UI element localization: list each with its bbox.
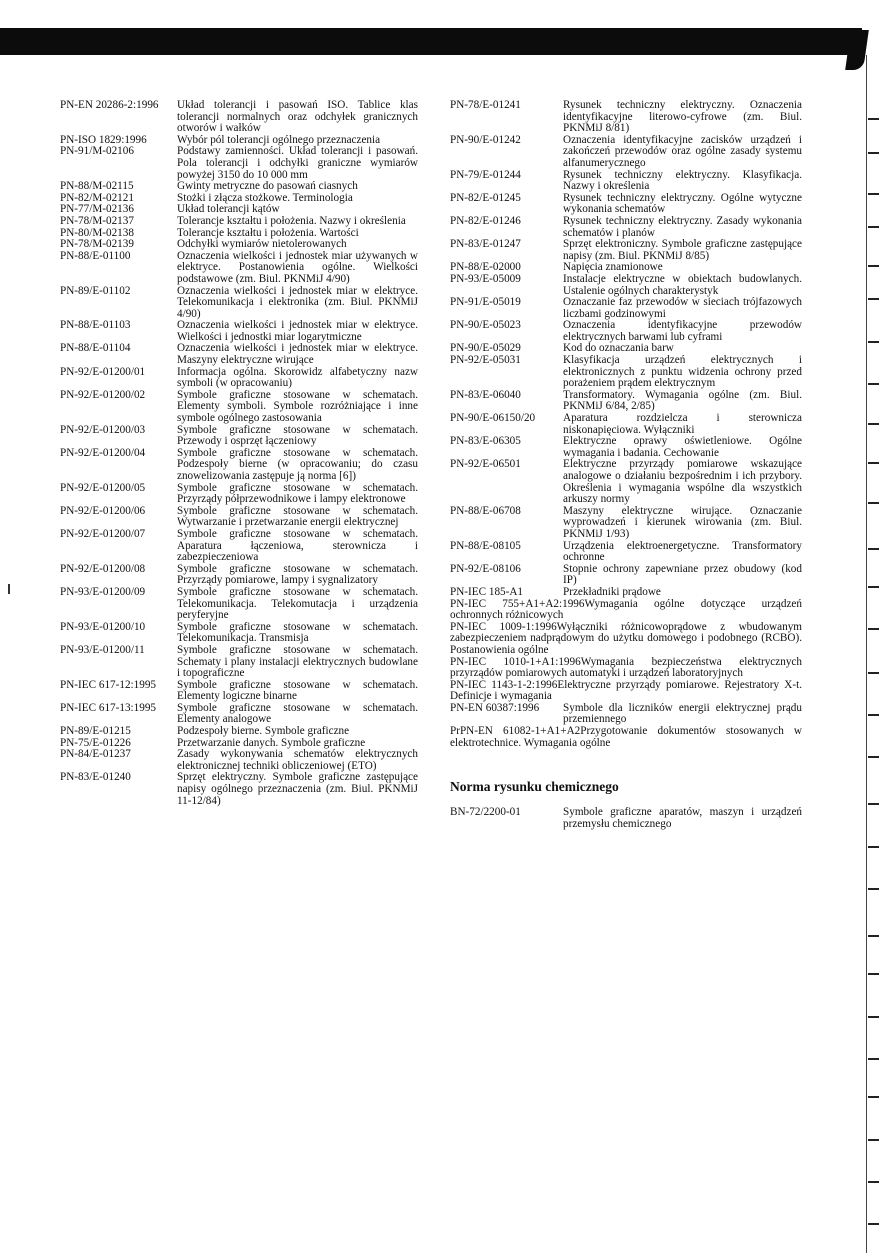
standard-entry [60,239,418,251]
edge-tick [868,1058,879,1060]
standard-title: Klasyfikacja urządzeń elektrycznych i elektronicznych z punktu widzenia ochrony przed porażeniem prądem elektrycznym [563,354,802,390]
standard-entry [60,622,418,645]
standard-title: Rysunek techniczny elektryczny. Klasyfikacja. Nazwy i określenia [563,168,802,193]
standard-title: Transformatory. Wymagania ogólne (zm. Biul. PKNMiJ 6/84, 2/85) [563,388,802,413]
standard-code: PN-ISO 1829:1996 [60,133,147,146]
standard-code: PN-IEC 1009-1:1996 [450,620,557,633]
standard-title: Stopnie ochrony zapewniane przez obudowy (kod IP) [563,562,802,587]
standard-title: Układ tolerancji i pasowań ISO. Tablice klas tolerancji normalnych oraz odchyłek granicznych otworów i wałków [177,99,418,135]
standard-code: PN-82/E-01246 [450,214,521,227]
standard-entry [60,726,418,738]
edge-tick [868,846,879,848]
left-column [60,100,418,807]
standard-code: PN-92/E-01200/04 [60,446,146,459]
standard-code: PN-90/E-05023 [450,319,521,332]
edge-tick [868,973,879,975]
standard-entry [60,645,418,680]
standard-entry [60,772,418,807]
page-right-edge [866,55,867,1253]
standard-title: Symbole graficzne stosowane w schematach. Przyrządy pomiarowe, lampy i sygnalizatory [177,562,418,587]
standard-entry [60,749,418,772]
standard-title: Oznaczenia wielkości i jednostek miar używanych w elektryce. Postanowienia ogólne. Wielkości podstawowe (zm. Biul. PKNMiJ 4/90) [177,249,418,285]
edge-tick [868,383,879,385]
right-column [450,100,802,830]
standard-entry [450,506,802,541]
standard-title: Symbole graficzne stosowane w schematach. Telekomunikacja. Transmisja [177,620,418,645]
standard-entry [450,657,802,680]
standard-title: Podzespoły bierne. Symbole graficzne [177,725,350,738]
standard-code: PN-82/E-01245 [450,191,521,204]
standard-code: PN-88/E-01100 [60,249,131,262]
standard-code: PN-IEC 617-12:1995 [60,678,157,691]
standard-entry [450,807,802,830]
standard-code: PN-93/E-01200/11 [60,643,145,656]
edge-tick [868,423,879,425]
edge-tick [868,803,879,805]
standard-code: PN-84/E-01237 [60,748,131,761]
standard-title: Zasady wykonywania schematów elektrycznych elektronicznej techniki obliczeniowej (ETO) [177,748,418,772]
edge-tick [868,888,879,890]
standard-title: Symbole graficzne stosowane w schematach. Elementy symboli. Symbole rozróżniające i inne symbole ogólnego zastosowania [177,388,418,425]
edge-tick [868,1096,879,1098]
standard-title: Oznaczanie faz przewodów w sieciach trójfazowych liczbami godzinowymi [563,296,802,320]
edge-tick [868,265,879,267]
standard-code: PN-92/E-01200/07 [60,527,146,540]
standard-code: PN-90/E-06150/20 [450,412,536,425]
standard-title: Oznaczenia identyfikacyjne przewodów elektrycznych barwami lub cyframi [563,319,802,343]
standard-entry [450,274,802,297]
edge-tick [868,118,879,120]
edge-tick [868,462,879,464]
edge-tick [868,341,879,343]
standard-title: Elektryczne przyrządy pomiarowe wskazujące analogowe o działaniu bezpośrednim i ich przybory. Określenia i wymagania wspólne dla wszystkich arkuszy normy [563,458,802,506]
standard-title: Oznaczenia wielkości i jednostek miar w elektryce. Telekomunikacja i elektronika (zm. Biul. PKNMiJ 4/90) [177,284,418,320]
standard-entry [450,355,802,390]
standard-title: Symbole graficzne stosowane w schematach. Elementy logiczne binarne [177,678,418,703]
standard-entry [60,680,418,703]
standard-code: PN-91/E-05019 [450,296,521,309]
standard-code: PN-77/M-02136 [60,203,134,216]
standard-title: Sprzęt elektroniczny. Symbole graficzne zastępujące napisy (zm. Biul. PKNMiJ 8/85) [563,238,802,262]
standard-code: PN-IEC 1010-1+A1:1996 [450,655,581,668]
edge-tick [868,628,879,630]
standard-title: Gwinty metryczne do pasowań ciasnych [177,180,358,193]
standard-title: Napięcia znamionowe [563,261,663,274]
edge-tick [868,1016,879,1018]
standard-title: Podstawy zamienności. Układ tolerancji i pasowań. Pola tolerancji i odchyłki graniczne wymiarów powyżej 3150 do 10 000 mm [177,145,418,181]
top-black-band [0,28,862,55]
standard-code: PN-IEC 755+A1+A2:1996 [450,597,585,610]
edge-tick [868,548,879,550]
standard-entry [60,564,418,587]
standard-code: PN-82/M-02121 [60,191,134,204]
standard-code: PN-91/M-02106 [60,145,134,158]
standard-title: Wymagania bezpieczeństwa elektrycznych przyrządów pomiarowych automatyki i urządzeń laboratoryjnych [450,655,802,680]
standard-entry [450,216,802,239]
standard-entry [450,680,802,703]
standard-title: Oznaczenia wielkości i jednostek miar w elektryce. Wielkości i jednostki miar logarytmiczne [177,319,418,343]
standard-code: PN-88/E-01103 [60,319,131,332]
standard-entry [60,587,418,622]
standard-entry [450,541,802,564]
standard-title: Sprzęt elektryczny. Symbole graficzne zastępujące napisy ogólnego przeznaczenia (zm. Biul. PKNMiJ 11-12/84) [177,771,418,807]
standard-entry [450,320,802,343]
standard-code: BN-72/2200-01 [450,806,521,819]
standard-code: PN-93/E-01200/10 [60,620,146,633]
standard-title: Wybór pól tolerancji ogólnego przeznaczenia [177,133,381,146]
standard-title: Symbole dla liczników energii elektrycznej prądu przemiennego [563,701,802,726]
standard-code: PN-88/E-02000 [450,261,521,274]
standard-entry [450,297,802,320]
standard-entry [60,483,418,506]
standard-title: Symbole graficzne stosowane w schematach. Telekomunikacja. Telekomutacja i urządzenia peryferyjne [177,585,418,622]
standard-code: PN-92/E-08106 [450,562,521,575]
standard-code: PN-93/E-05009 [450,272,521,285]
standard-title: Stożki i złącza stożkowe. Terminologia [177,191,353,204]
edge-tick [868,193,879,195]
standard-code: PN-88/E-08105 [450,539,521,552]
edge-tick [868,935,879,937]
standard-code: PN-IEC 185-A1 [450,585,524,598]
standard-title: Przygotowanie dokumentów stosowanych w elektrotechnice. Wymagania ogólne [450,725,803,749]
standard-title: Elektryczne przyrządy pomiarowe. Rejestratory X-t. Definicje i wymagania [450,678,802,703]
standard-title: Symbole graficzne stosowane w schematach. Aparatura łączeniowa, sterownicza i zabezpieczeniowa [177,527,418,564]
standard-entry [60,448,418,483]
standard-entry [60,529,418,564]
standard-entry [450,599,802,622]
standard-code: PN-88/M-02115 [60,180,134,193]
standard-code: PN-80/M-02138 [60,226,134,239]
standard-title: Odchyłki wymiarów nietolerowanych [177,238,347,251]
standard-code: PN-92/E-01200/08 [60,562,146,575]
standard-title: Rysunek techniczny elektryczny. Oznaczenia identyfikacyjne literowo-cyfrowe (zm. Biul. PKNMiJ 8/81) [563,99,802,135]
standard-title: Przekładniki prądowe [563,585,661,598]
standard-code: PN-83/E-01240 [60,771,131,784]
standard-title: Wyłączniki różnicowoprądowe z wbudowanym zabezpieczeniem nadprądowym do użytku domowego i podobnego (RCBO). Postanowienia ogólne [450,620,802,656]
standard-code: PN-78/M-02139 [60,238,134,251]
right-entry-list [450,100,802,749]
standard-code: PN-92/E-01200/02 [60,388,146,401]
standard-title: Rysunek techniczny elektryczny. Ogólne wytyczne wykonania schematów [563,191,802,216]
standard-title: Symbole graficzne stosowane w schematach. Elementy analogowe [177,701,418,726]
edge-tick [868,226,879,228]
standard-entry [60,216,418,228]
standard-code: PN-90/E-01242 [450,133,521,146]
standard-title: Rysunek techniczny elektryczny. Zasady wykonania schematów i planów [563,214,802,239]
standard-entry [60,286,418,321]
standard-entry [450,564,802,587]
standard-entry [450,239,802,262]
standard-title: Symbole graficzne stosowane w schematach. Przewody i osprzęt łączeniowy [177,423,418,448]
standard-entry [450,193,802,216]
standard-entry [450,459,802,505]
standard-code: PN-92/E-01200/01 [60,365,146,378]
standard-title: Symbole graficzne stosowane w schematach. Podzespoły bierne (w opracowaniu; do czasu znowelizowania zastępuje ją norma [6]) [177,446,418,482]
standard-entry [60,703,418,726]
standard-title: Układ tolerancji kątów [177,203,280,216]
edge-tick [868,756,879,758]
standard-code: PN-IEC 1143-1-2:1996 [450,678,558,691]
standard-code: PN-78/M-02137 [60,214,134,227]
standard-title: Tolerancje kształtu i położenia. Wartości [177,226,359,239]
standard-title: Urządzenia elektroenergetyczne. Transformatory ochronne [563,539,802,564]
standard-code: PN-75/E-01226 [60,736,131,749]
standard-entry [450,436,802,459]
standard-title: Oznaczenia wielkości i jednostek miar w elektryce. Maszyny elektryczne wirujące [177,342,418,367]
standard-code: PN-83/E-06305 [450,435,521,448]
standard-entry [60,146,418,181]
standard-code: PN-89/E-01215 [60,725,131,738]
edge-tick [868,1223,879,1225]
edge-tick [868,298,879,300]
standard-entry [60,251,418,286]
standard-entry [60,390,418,425]
standard-code: PrPN-EN 61082-1+A1+A2 [450,725,581,738]
standard-entry [60,343,418,366]
standard-code: PN-IEC 617-13:1995 [60,701,157,714]
standard-code: PN-90/E-05029 [450,342,521,355]
margin-mark [8,584,10,594]
edge-tick [868,586,879,588]
standard-code: PN-89/E-01102 [60,284,131,297]
standard-title: Informacja ogólna. Skorowidz alfabetyczny nazw symboli (w opracowaniu) [177,365,418,390]
standard-title: Aparatura rozdzielcza i sterownicza niskonapięciowa. Wyłączniki [563,412,802,436]
edge-tick [868,714,879,716]
standard-title: Instalacje elektryczne w obiektach budowlanych. Ustalenie ogólnych charakterystyk [563,272,802,297]
standard-code: PN-83/E-06040 [450,388,521,401]
standard-code: PN-88/E-01104 [60,342,131,355]
standard-code: PN-83/E-01247 [450,238,521,251]
standard-code: PN-92/E-05031 [450,354,521,367]
standard-title: Maszyny elektryczne wirujące. Oznaczanie wyprowadzeń i kierunek wirowania (zm. Biul. PKNMiJ 1/93) [563,504,802,540]
standard-entry [450,100,802,135]
standard-entry [60,320,418,343]
edge-tick [868,1139,879,1141]
section-entry-list [450,807,802,830]
section-title: Norma rysunku chemicznego [450,779,619,795]
standard-entry [60,100,418,135]
standard-code: PN-EN 60387:1996 [450,701,540,714]
standard-code: PN-92/E-01200/03 [60,423,146,436]
standard-title: Kod do oznaczania barw [563,342,674,355]
standard-entry [450,390,802,413]
standard-entry [60,181,418,193]
standard-code: PN-EN 20286-2:1996 [60,99,159,111]
standard-title: Oznaczenia identyfikacyjne zacisków urządzeń i zakończeń przewodów oraz ogólne zasady systemu alfanumerycznego [563,133,802,169]
standard-title: Symbole graficzne aparatów, maszyn i urządzeń przemysłu chemicznego [563,806,802,830]
standard-code: PN-92/E-06501 [450,458,521,471]
standard-code: PN-92/E-01200/05 [60,481,146,494]
standard-code: PN-78/E-01241 [450,99,521,111]
standard-entry [450,135,802,170]
standard-entry [60,425,418,448]
standard-title: Tolerancje kształtu i położenia. Nazwy i określenia [177,214,406,227]
standard-entry [60,367,418,390]
edge-tick [868,152,879,154]
standard-entry [450,413,802,436]
standard-code: PN-88/E-06708 [450,504,521,517]
standard-entry [450,726,802,749]
standard-entry [450,170,802,193]
standard-title: Symbole graficzne stosowane w schematach. Wytwarzanie i przetwarzanie energii elektrycznej [177,504,418,529]
standard-code: PN-93/E-01200/09 [60,585,146,598]
edge-tick [868,672,879,674]
standard-entry [60,506,418,529]
standard-title: Elektryczne oprawy oświetleniowe. Ogólne wymagania i badania. Cechowanie [563,435,802,459]
standard-title: Wymagania ogólne dotyczące urządzeń ochronnych różnicowych [450,597,802,622]
standard-title: Symbole graficzne stosowane w schematach. Schematy i plany instalacji elektrycznych budowlane i topograficzne [177,643,418,680]
standard-title: Przetwarzanie danych. Symbole graficzne [177,736,366,749]
edge-tick [868,1181,879,1183]
standard-code: PN-79/E-01244 [450,168,521,181]
edge-tick [868,502,879,504]
standard-entry [450,622,802,657]
standard-code: PN-92/E-01200/06 [60,504,146,517]
standard-title: Symbole graficzne stosowane w schematach. Przyrządy półprzewodnikowe i lampy elektronowe [177,481,418,506]
standard-entry [450,703,802,726]
